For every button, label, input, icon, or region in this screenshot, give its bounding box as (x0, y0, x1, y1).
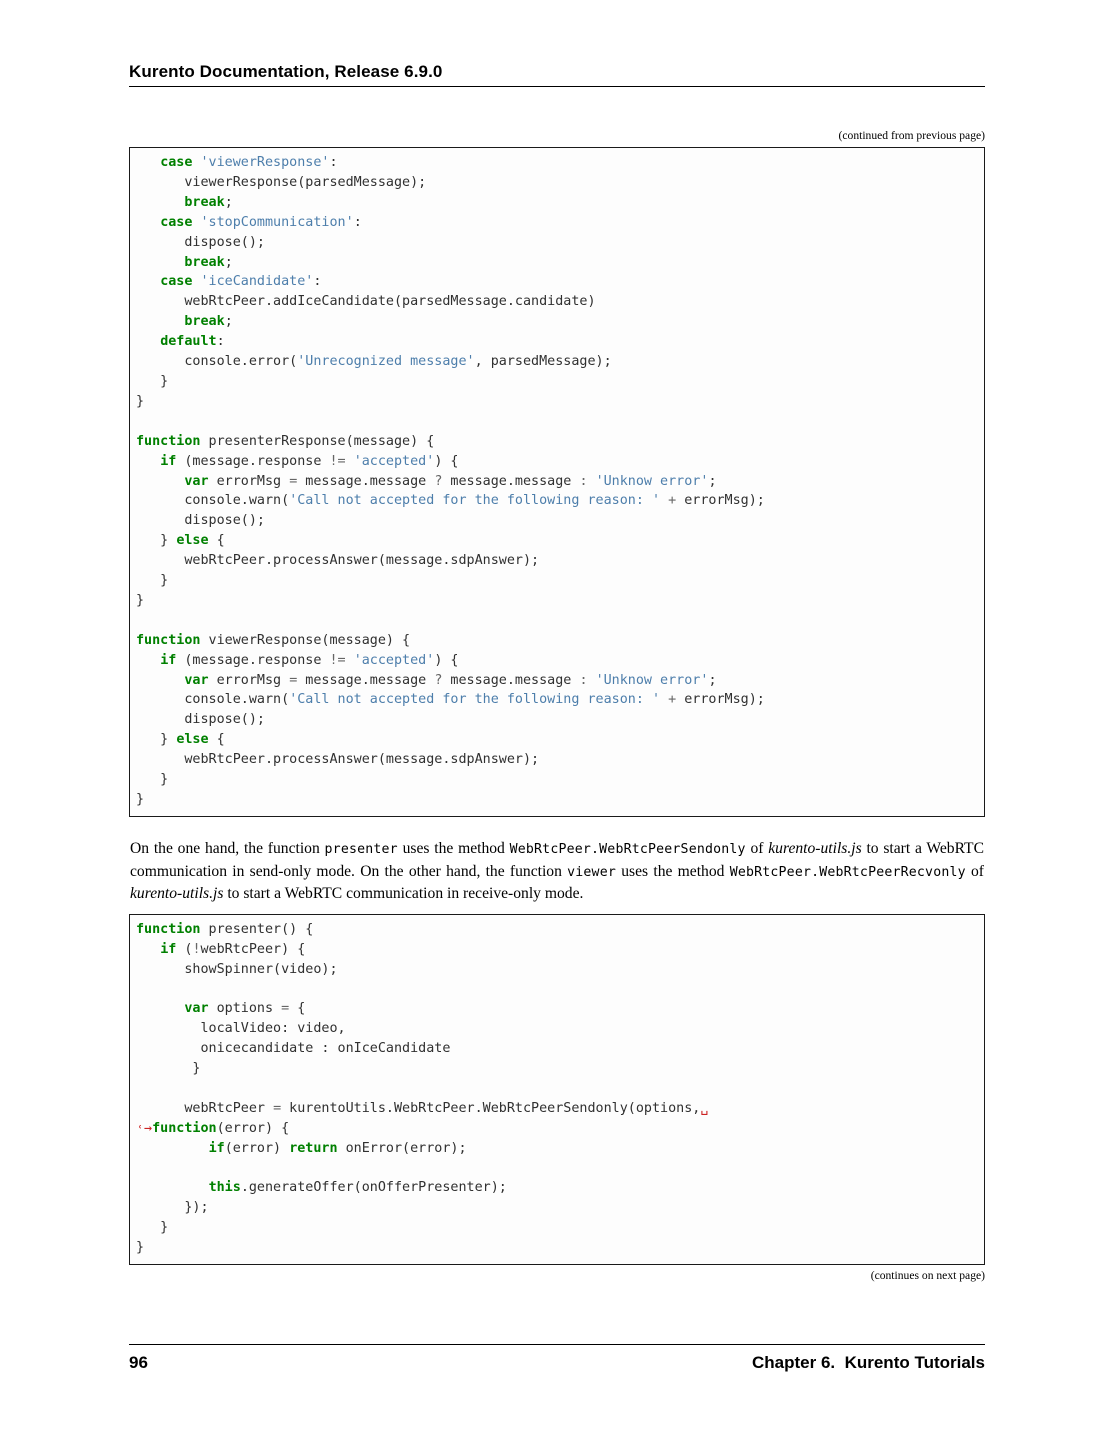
code-line: console.warn('Call not accepted for the following reason: ' + errorMsg); (136, 692, 765, 708)
code-line: function presenter() { (136, 921, 314, 937)
page-content (129, 0, 985, 1283)
inline-code: presenter (324, 841, 398, 857)
code-line (136, 1159, 978, 1179)
code-line: webRtcPeer.processAnswer(message.sdpAnswer); (136, 752, 540, 768)
code-line: if (message.response != 'accepted') { (160, 652, 459, 668)
code-block-function-presenter (129, 914, 985, 1265)
code-line: break; (184, 314, 233, 330)
code-line: var errorMsg = message.message ? message.message : 'Unknow error'; (184, 473, 717, 489)
inline-code: WebRtcPeer.WebRtcPeerRecvonly (729, 864, 966, 880)
code-line: function presenterResponse(message) { (136, 433, 435, 449)
paragraph-text: to start a WebRTC communication in receive-only mode. (223, 885, 584, 903)
page-header-title: Kurento Documentation, Release 6.9.0 (129, 62, 443, 81)
page-footer (129, 1344, 985, 1373)
paragraph-text: uses the method (397, 839, 510, 857)
inline-code: viewer (567, 864, 616, 880)
code-line: } (136, 1061, 201, 1077)
code-line: break; (184, 194, 233, 210)
code-line: function viewerResponse(message) { (136, 632, 411, 648)
code-line: } (136, 772, 169, 788)
footer-chapter-title: Chapter 6. Kurento Tutorials (752, 1353, 985, 1372)
code-line: } (136, 393, 145, 409)
code-line: } (136, 373, 169, 389)
code-line: } (136, 573, 169, 589)
code-line: dispose(); (136, 234, 265, 250)
code-line (136, 412, 978, 432)
code-line: dispose(); (136, 513, 265, 529)
code-line: webRtcPeer.addIceCandidate(parsedMessage.candidate) (136, 294, 596, 310)
italic-filename: kurento-utils.js (768, 839, 862, 857)
code-line: var options = { (184, 1001, 306, 1017)
page-header (129, 0, 985, 87)
code-line: ˓→function(error) { (136, 1120, 290, 1136)
italic-filename: kurento-utils.js (130, 885, 224, 903)
code-line: console.error('Unrecognized message', parsedMessage); (136, 354, 612, 370)
code-line: } else { (136, 732, 225, 748)
code-line: this.generateOffer(onOfferPresenter); (208, 1180, 507, 1196)
code-line: onicecandidate : onIceCandidate (136, 1041, 451, 1057)
code-line: dispose(); (136, 712, 265, 728)
code-line: default: (160, 334, 225, 350)
code-line (136, 611, 978, 631)
code-line: } (136, 1220, 169, 1236)
code-line: } else { (136, 533, 225, 549)
paragraph-text: of (745, 839, 769, 857)
code-line: var errorMsg = message.message ? message.message : 'Unknow error'; (184, 672, 717, 688)
continues-on-next-page-note: (continues on next page) (870, 1269, 985, 1283)
code-line: }); (136, 1200, 209, 1216)
code-line: if (!webRtcPeer) { (160, 941, 306, 957)
paragraph-text: to start a WebRTC communication in send-only mode. On the other hand, the function (130, 839, 984, 880)
code-line: if(error) return onError(error); (208, 1140, 467, 1156)
body-paragraph (130, 838, 984, 905)
code-line: case 'stopCommunication': (160, 214, 362, 230)
code-line (136, 979, 978, 999)
paragraph-text: uses the method (615, 862, 730, 880)
code-line: webRtcPeer.processAnswer(message.sdpAnswer); (136, 553, 540, 569)
code-line: } (136, 592, 145, 608)
code-line: } (136, 792, 145, 807)
code-line: localVideo: video, (136, 1021, 346, 1037)
code-line: if (message.response != 'accepted') { (160, 453, 459, 469)
paragraph-text: On the one hand, the function (130, 839, 325, 857)
code-block-message-handler (129, 147, 985, 817)
code-line: console.warn('Call not accepted for the following reason: ' + errorMsg); (136, 493, 765, 509)
code-line: case 'viewerResponse': (160, 155, 338, 170)
code-line: viewerResponse(parsedMessage); (136, 174, 427, 190)
code-line: webRtcPeer = kurentoUtils.WebRtcPeer.WebRtcPeerSendonly(options,␣ (136, 1100, 709, 1116)
paragraph-text: of (965, 862, 984, 880)
continued-from-previous-page-note: (continued from previous page) (838, 129, 985, 142)
code-line: case 'iceCandidate': (160, 274, 322, 290)
code-line: break; (184, 254, 233, 270)
footer-page-number: 96 (129, 1353, 148, 1372)
inline-code: WebRtcPeer.WebRtcPeerSendonly (509, 841, 746, 857)
code-line: showSpinner(video); (136, 961, 338, 977)
code-line (136, 1079, 978, 1099)
code-line: } (136, 1240, 145, 1256)
header-rule (129, 86, 985, 87)
